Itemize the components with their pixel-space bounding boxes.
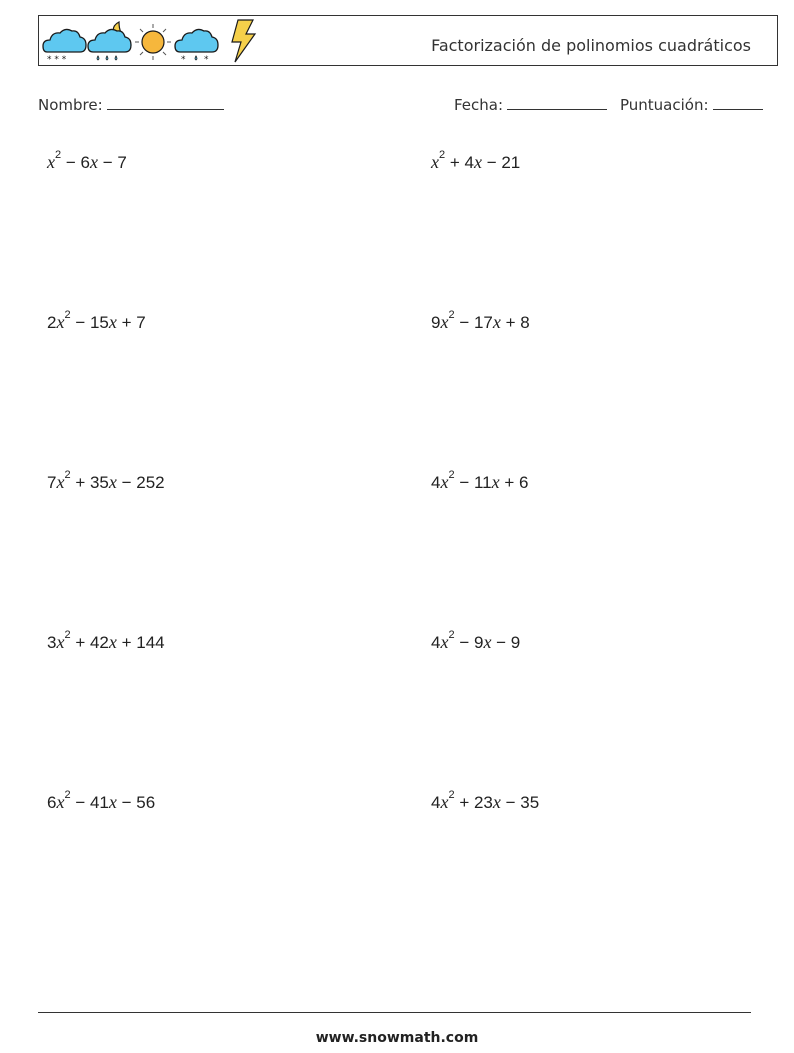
term-text: + 8: [500, 313, 530, 332]
term-text: − 7: [97, 153, 127, 172]
name-field: [38, 94, 224, 114]
variable-x: x: [473, 152, 482, 172]
term-text: + 7: [116, 313, 146, 332]
term-text: + 35: [70, 473, 109, 492]
sun-icon: [135, 24, 171, 60]
footer-divider: [38, 1012, 751, 1013]
term-text: 9: [431, 313, 441, 332]
variable-x: x: [56, 312, 65, 332]
variable-x: x: [483, 632, 492, 652]
term-text: 6: [47, 793, 57, 812]
name-label: Nombre:: [38, 96, 103, 114]
score-blank[interactable]: [713, 94, 763, 110]
svg-text:* * *: * * *: [47, 55, 67, 64]
term-text: − 252: [116, 473, 165, 492]
variable-x: x: [440, 632, 449, 652]
problem-3: [47, 309, 146, 333]
term-text: + 144: [116, 633, 165, 652]
term-text: 4: [431, 473, 441, 492]
lightning-icon: [232, 20, 255, 62]
exponent: 2: [448, 629, 455, 641]
variable-x: x: [108, 312, 117, 332]
term-text: + 23: [454, 793, 493, 812]
problem-1: [47, 149, 127, 173]
problem-8: [431, 629, 521, 653]
exponent: 2: [448, 789, 455, 801]
problem-9: [47, 789, 156, 813]
exponent: 2: [64, 629, 71, 641]
term-text: − 6: [61, 153, 90, 172]
snow-rain-cloud-icon: [175, 29, 218, 64]
term-text: − 41: [70, 793, 109, 812]
header-box: [38, 15, 778, 66]
worksheet-title: Factorización de polinomios cuadráticos: [431, 36, 751, 55]
svg-text:*: *: [204, 55, 209, 64]
variable-x: x: [492, 792, 501, 812]
snow-cloud-icon: [43, 29, 86, 64]
variable-x: x: [56, 472, 65, 492]
variable-x: x: [56, 792, 65, 812]
score-label: Puntuación:: [620, 96, 709, 114]
variable-x: x: [108, 792, 117, 812]
exponent: 2: [439, 149, 446, 161]
rain-cloud-moon-icon: [88, 22, 131, 60]
term-text: 4: [431, 793, 441, 812]
variable-x: x: [491, 472, 500, 492]
svg-text:*: *: [181, 55, 186, 64]
score-field: [620, 94, 763, 114]
weather-icons: [41, 18, 261, 64]
problem-7: [47, 629, 165, 653]
term-text: 3: [47, 633, 57, 652]
exponent: 2: [64, 309, 71, 321]
term-text: 4: [431, 633, 441, 652]
term-text: + 6: [499, 473, 529, 492]
exponent: 2: [448, 309, 455, 321]
variable-x: x: [108, 472, 117, 492]
term-text: 7: [47, 473, 57, 492]
exponent: 2: [55, 149, 62, 161]
problem-2: [431, 149, 521, 173]
term-text: − 15: [70, 313, 109, 332]
term-text: − 35: [500, 793, 540, 812]
date-label: Fecha:: [454, 96, 504, 114]
term-text: − 9: [491, 633, 521, 652]
variable-x: x: [431, 152, 439, 172]
term-text: 2: [47, 313, 57, 332]
problem-5: [47, 469, 165, 493]
variable-x: x: [108, 632, 117, 652]
term-text: − 21: [481, 153, 521, 172]
variable-x: x: [47, 152, 55, 172]
term-text: + 42: [70, 633, 109, 652]
term-text: − 11: [454, 473, 492, 492]
exponent: 2: [64, 469, 71, 481]
variable-x: x: [440, 472, 449, 492]
problem-10: [431, 789, 540, 813]
exponent: 2: [64, 789, 71, 801]
date-blank[interactable]: [507, 94, 607, 110]
footer-url[interactable]: www.snowmath.com: [315, 1030, 479, 1046]
variable-x: x: [440, 312, 449, 332]
variable-x: x: [440, 792, 449, 812]
term-text: + 4: [445, 153, 474, 172]
variable-x: x: [492, 312, 501, 332]
term-text: − 56: [116, 793, 156, 812]
date-field: [454, 94, 607, 114]
problem-6: [431, 469, 529, 493]
problem-4: [431, 309, 530, 333]
variable-x: x: [56, 632, 65, 652]
name-blank[interactable]: [107, 94, 224, 110]
term-text: − 17: [454, 313, 493, 332]
exponent: 2: [448, 469, 455, 481]
term-text: − 9: [454, 633, 484, 652]
variable-x: x: [89, 152, 98, 172]
